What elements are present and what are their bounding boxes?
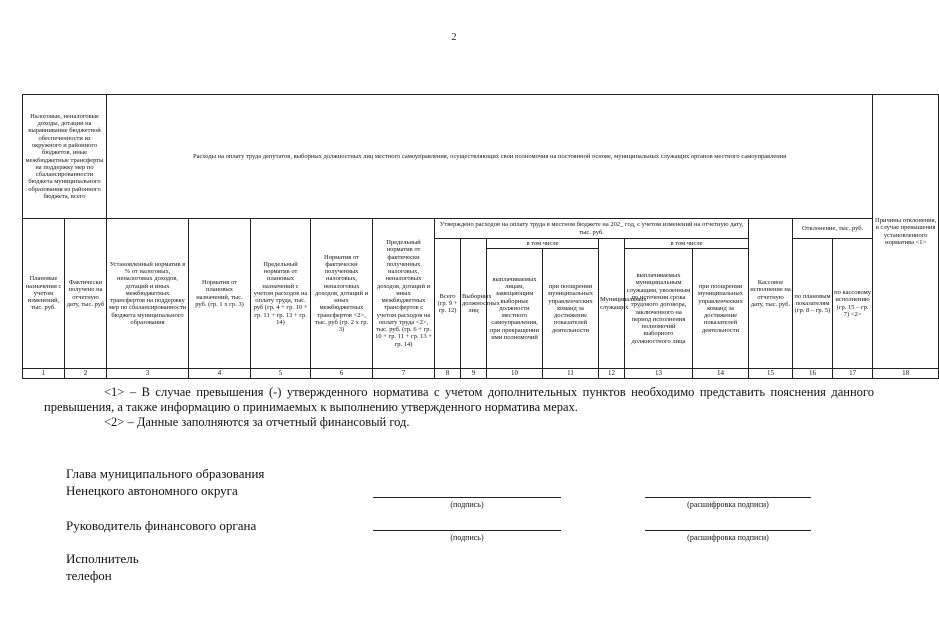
col-number: 13 (625, 369, 693, 379)
header-including-1: в том числе (487, 239, 599, 249)
head-title-line2: Ненецкого автономного округа (66, 483, 238, 498)
header-col-8: Всего (гр. 9 + гр. 12) (435, 239, 461, 369)
finance-head-title: Руководитель финансового органа (66, 518, 257, 533)
report-table (22, 94, 939, 379)
phone-label: телефон (66, 568, 112, 583)
header-col-15: Кассовое исполнение на отчетную дату, тыс. руб. (749, 219, 793, 369)
page-number: 2 (451, 32, 457, 43)
head-signature-line (373, 497, 561, 498)
col-number: 11 (543, 369, 599, 379)
finance-signature-line (373, 530, 561, 531)
header-col-4: Норматив от плановых назначений, тыс. руб. (гр. 1 х гр. 3) (189, 219, 251, 369)
header-revenues: Налоговые, неналоговые доходы, дотации на выравнивание бюджетной обеспеченности из окружного и районного бюджетов, иные межбюджетные трансферты на поддержку мер по сбалансированности бюджета муниципального образования из районного бюджета, всего (23, 95, 107, 219)
col-number: 18 (873, 369, 939, 379)
header-col-6: Норматив от фактически полученных налоговых, неналоговых доходов, дотаций и иных межбюджетных трансфертов <2>, тыс. руб (гр. 2 х гр. 3) (311, 219, 373, 369)
col-number: 2 (65, 369, 107, 379)
header-main: Расходы на оплату труда депутатов, выборных должностных лиц местного самоуправления, осуществляющих свои полномочия на постоянной основе, муниципальных служащих органов местного самоуправления (107, 95, 873, 219)
col-number: 1 (23, 369, 65, 379)
head-title-line1: Глава муниципального образования (66, 466, 265, 481)
finance-signature-caption: (подпись) (450, 533, 484, 542)
header-col-5: Предельный норматив от плановых назначений с учетом расходов на оплату труда, тыс. руб (гр. 4 + гр. 10 + гр. 11 + гр. 13 + гр. 14) (251, 219, 311, 369)
finance-decoding-line (645, 530, 811, 531)
footnotes (44, 385, 874, 430)
header-col-14: при поощрении муниципальных управленческих команд за достижение показателей деятельности (693, 249, 749, 369)
footnote-1: <1> – В случае превышения (-) утвержденного норматива с учетом дополнительных пунктов необходимо представить пояснения данного превышения, а также информацию о принимаемых к выполнению утвержденного норматива мерах. (44, 385, 874, 414)
header-col-12: Муниципальных служащих (599, 239, 625, 369)
column-numbers-row (23, 369, 939, 379)
header-deviation: Отклонение, тыс. руб. (793, 219, 873, 239)
col-number: 8 (435, 369, 461, 379)
finance-decoding-caption: (расшифровка подписи) (687, 533, 769, 542)
col-number: 7 (373, 369, 435, 379)
col-number: 9 (461, 369, 487, 379)
header-including-2: в том числе (625, 239, 749, 249)
col-number: 15 (749, 369, 793, 379)
header-col-9: Выборных должностных лиц (461, 239, 487, 369)
col-number: 4 (189, 369, 251, 379)
col-number: 12 (599, 369, 625, 379)
col-number: 6 (311, 369, 373, 379)
header-col-16: по плановым показателям (гр. 8 – гр. 5) (793, 239, 833, 369)
header-col-13: выплачиваемых муниципальным служащим, уволенным по истечении срока трудового договора, заключенного на период исполнения полномочий выборного должностного лица (625, 249, 693, 369)
header-col-1: Плановые назначения с учетом изменений, тыс. руб. (23, 219, 65, 369)
head-signature-caption: (подпись) (450, 500, 484, 509)
executor-label: Исполнитель (66, 551, 139, 566)
col-number: 3 (107, 369, 189, 379)
col-number: 17 (833, 369, 873, 379)
header-col-3: Установленный норматив в % от налоговых, неналоговых доходов, дотаций и иных межбюджетных трансфертов на поддержку мер по сбалансированности бюджета муниципального образования (107, 219, 189, 369)
head-decoding-line (645, 497, 811, 498)
col-number: 14 (693, 369, 749, 379)
header-col-11: при поощрении муниципальных управленческих команд за достижение показателей деятельности (543, 249, 599, 369)
col-number: 5 (251, 369, 311, 379)
header-col-10: выплачиваемых лицам, замещающим выборные должности местного самоуправления, при прекращении ими полномочий (487, 249, 543, 369)
header-col-7: Предельный норматив от фактически полученных налоговых, неналоговых доходов, дотаций и иных межбюджетных трансфертов с учетом расходов на оплату труда <2>, тыс. руб. (гр. 6 + гр. 10 + гр. 11 + гр. 13 + гр. 14) (373, 219, 435, 369)
header-causes: Причины отклонения, в случае превышения установленного норматива <1> (873, 95, 939, 369)
footnote-2: <2> – Данные заполняются за отчетный финансовый год. (104, 415, 410, 429)
header-col-2: Фактически получено на отчетную дату, тыс. руб (65, 219, 107, 369)
header-approved: Утверждено расходов на оплату труда в местном бюджете на 202_ год, с учетом изменений на отчетную дату, тыс. руб. (435, 219, 749, 239)
head-decoding-caption: (расшифровка подписи) (687, 500, 769, 509)
col-number: 16 (793, 369, 833, 379)
col-number: 10 (487, 369, 543, 379)
header-col-17: по кассовому исполнению (гр. 15 – гр. 7) <2> (833, 239, 873, 369)
